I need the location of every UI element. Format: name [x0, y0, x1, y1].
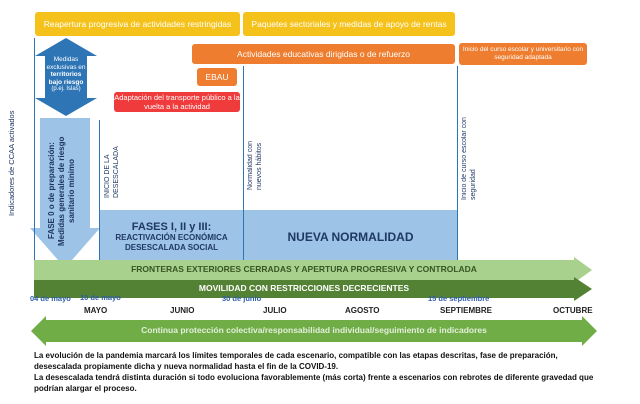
month-junio: JUNIO — [170, 306, 195, 315]
medidas-small: (p.ej. Islas) — [51, 86, 81, 92]
normalidad-habitos-label — [246, 122, 266, 190]
month-septiembre: SEPTIEMBRE — [440, 306, 493, 315]
medidas-bold: territorios bajo riesgo — [48, 71, 84, 86]
nueva-normalidad-label: NUEVA NORMALIDAD — [287, 229, 414, 244]
date-15-septiembre: 15 de septiembre — [428, 294, 490, 303]
inicio-curso-box-label: Inicio del curso escolar y universitario con seguridad adaptada — [462, 46, 584, 61]
nueva-normalidad-box — [244, 210, 457, 263]
fase0-body: Medidas generales de riesgo sanitario mínimo — [57, 136, 76, 246]
transporte-label: Adaptación del transporte público a la vuelta a la actividad — [114, 93, 240, 111]
reapertura-bar — [35, 12, 240, 36]
continua-label: Continua protección colectiva/responsabilidad individual/seguimiento de indicadores — [141, 325, 487, 335]
indicadores-label: Indicadores de CCAA activados — [7, 110, 16, 216]
month-mayo: MAYO — [84, 306, 108, 315]
paquetes-bar — [243, 12, 455, 36]
movilidad-label: MOVILIDAD CON RESTRICCIONES DECRECIENTES — [198, 283, 410, 293]
fase0-text — [47, 132, 76, 250]
month-octubre: OCTUBRE — [553, 306, 593, 315]
inicio-curso-label — [460, 90, 480, 200]
fronteras-label: FRONTERAS EXTERIORES CERRADAS Y APERTURA PROGRESIVA Y CONTROLADA — [131, 264, 477, 274]
inicio-desescalada-text: INICIO DE LA DESESCALADA — [104, 146, 120, 198]
reapertura-label: Reapertura progresiva de actividades restringidas — [43, 19, 232, 29]
note-paragraph-2: La desescalada tendrá distinta duración si todo evoluciona favorablemente (más corta) frente a escenarios con rebrotes de diferente gravedad que podrían alargar el proceso. — [34, 373, 594, 393]
actividades-educativas-label: Actividades educativas dirigidas o de refuerzo — [237, 49, 410, 59]
ebau-label: EBAU — [205, 72, 229, 82]
fases-subtitle: REACTIVACIÓN ECONÓMICA DESESCALADA SOCIAL — [115, 232, 228, 252]
normalidad-habitos-text: Normalidad con nuevos hábitos — [247, 140, 263, 190]
actividades-educativas-bar — [192, 44, 455, 64]
fase0-title: FASE 0 o de preparación: — [47, 142, 56, 240]
date-10-mayo: 10 de mayo — [80, 293, 121, 302]
month-agosto: AGOSTO — [345, 306, 380, 315]
fases-box — [100, 210, 243, 263]
medidas-text — [45, 56, 87, 94]
paquetes-label: Paquetes sectoriales y medidas de apoyo de rentas — [251, 19, 447, 29]
inicio-desescalada-label — [103, 138, 123, 198]
month-julio: JULIO — [263, 306, 287, 315]
date-04-mayo: 04 de mayo — [30, 294, 71, 303]
date-30-junio: 30 de junio — [222, 294, 262, 303]
transporte-box — [114, 92, 240, 112]
inicio-curso-text: Inicio de curso escolar con seguridad — [461, 117, 477, 200]
fases-title: FASES I, II y III: — [131, 220, 212, 233]
medidas-line1: Medidas exclusivas en — [46, 56, 86, 71]
inicio-curso-box — [459, 43, 587, 65]
note-paragraph-1: La evolución de la pandemia marcará los límites temporales de cada escenario, compatible con las etapas descritas, fase de preparación, desescalada propiamente dicha y nueva normalidad hasta el fin de la COVID-19. — [34, 351, 558, 371]
ebau-box — [197, 68, 237, 86]
